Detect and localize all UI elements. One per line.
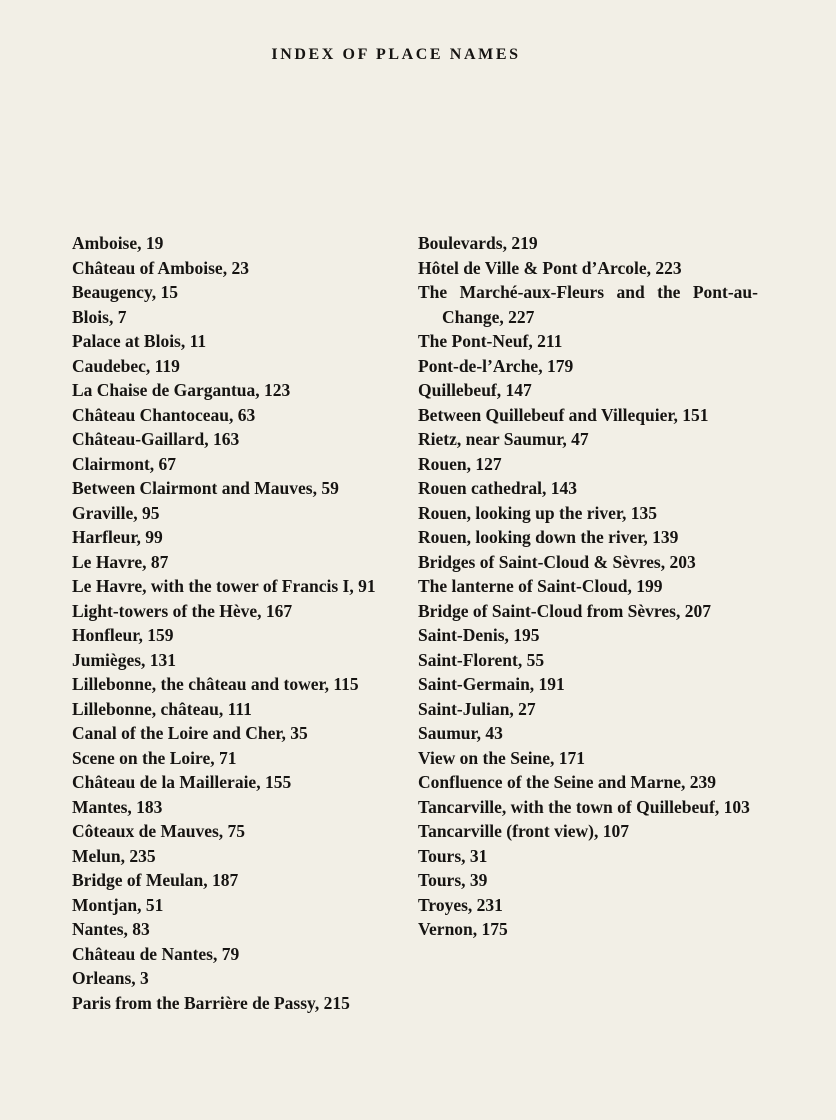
index-entry: Beaugency, 15 [72, 282, 178, 302]
index-entry: Château Chantoceau, 63 [72, 404, 256, 425]
index-entry: View on the Seine, 171 [418, 747, 586, 768]
index-entry: Tancarville (front view), 107 [418, 821, 629, 841]
index-entry: Tancarville, with the town of Quillebeuf, 103 [418, 796, 750, 817]
index-entry: La Chaise de Gargantua, 123 [72, 380, 291, 400]
index-entry: Between Quillebeuf and Villequier, 151 [418, 404, 709, 425]
index-entry: Graville, 95 [72, 502, 160, 523]
index-entry: Nantes, 83 [72, 919, 150, 939]
index-entry: Tours, 31 [418, 845, 488, 866]
index-entry: Orleans, 3 [72, 968, 149, 988]
index-entry: Montjan, 51 [72, 894, 164, 915]
index-entry: Bridge of Meulan, 187 [72, 870, 239, 890]
index-entry: The Pont-Neuf, 211 [418, 331, 563, 351]
index-entry: Rouen, 127 [418, 453, 502, 474]
index-entry: Lillebonne, château, 111 [72, 698, 252, 719]
index-entry: Saint-Julian, 27 [418, 698, 536, 719]
page-title: INDEX OF PLACE NAMES [271, 46, 521, 63]
index-entry: Mantes, 183 [72, 796, 163, 817]
index-entry: Paris from the Barrière de Passy, 215 [72, 992, 350, 1013]
index-entry: Tours, 39 [418, 870, 488, 890]
index-entry: Côteaux de Mauves, 75 [72, 821, 246, 841]
index-entry: Harfleur, 99 [72, 527, 163, 547]
index-entry: Rouen, looking up the river, 135 [418, 502, 658, 523]
index-entry: Saumur, 43 [418, 723, 503, 743]
index-column-right [418, 231, 758, 942]
index-entry: Melun, 235 [72, 845, 156, 866]
index-entry: Jumièges, 131 [72, 649, 177, 670]
index-entry: The lanterne of Saint-Cloud, 199 [418, 576, 663, 596]
index-entry: Rouen cathedral, 143 [418, 478, 577, 498]
index-entry: Pont-de-l’Arche, 179 [418, 355, 574, 376]
index-entry: Troyes, 231 [418, 894, 503, 915]
index-entry: Rouen, looking down the river, 139 [418, 527, 679, 547]
index-entry: Honfleur, 159 [72, 625, 174, 645]
index-entry: Saint-Germain, 191 [418, 674, 565, 694]
index-entry: Rietz, near Saumur, 47 [418, 429, 589, 449]
index-entry: Canal of the Loire and Cher, 35 [72, 723, 308, 743]
index-entry: Saint-Florent, 55 [418, 649, 545, 670]
index-entry: The Marché-aux-Fleurs and the Pont-au-Change, 227 [418, 282, 758, 327]
index-entry: Clairmont, 67 [72, 453, 177, 474]
index-entry: Confluence of the Seine and Marne, 239 [418, 772, 716, 792]
index-entry: Amboise, 19 [72, 233, 164, 253]
index-entry: Caudebec, 119 [72, 355, 180, 376]
index-entry: Bridges of Saint-Cloud & Sèvres, 203 [418, 551, 696, 572]
index-entry: Quillebeuf, 147 [418, 380, 532, 400]
index-entry: Between Clairmont and Mauves, 59 [72, 478, 339, 498]
index-column-left [72, 231, 410, 1015]
index-entry: Lillebonne, the château and tower, 115 [72, 674, 359, 694]
index-entry: Château de Nantes, 79 [72, 943, 240, 964]
index-entry: Saint-Denis, 195 [418, 625, 540, 645]
index-entry: Château de la Mailleraie, 155 [72, 772, 292, 792]
index-entry: Château-Gaillard, 163 [72, 429, 240, 449]
index-entry: Scene on the Loire, 71 [72, 747, 237, 768]
index-entry: Château of Amboise, 23 [72, 257, 249, 278]
index-entry: Le Havre, with the tower of Francis I, 91 [72, 576, 376, 596]
index-entry: Le Havre, 87 [72, 551, 169, 572]
index-entry: Hôtel de Ville & Pont d’Arcole, 223 [418, 257, 682, 278]
index-entry: Light-towers of the Hève, 167 [72, 600, 293, 621]
index-entry: Vernon, 175 [418, 919, 508, 939]
index-entry: Bridge of Saint-Cloud from Sèvres, 207 [418, 600, 711, 621]
index-entry: Blois, 7 [72, 306, 127, 327]
index-entry: Palace at Blois, 11 [72, 331, 207, 351]
index-entry: Boulevards, 219 [418, 233, 538, 253]
